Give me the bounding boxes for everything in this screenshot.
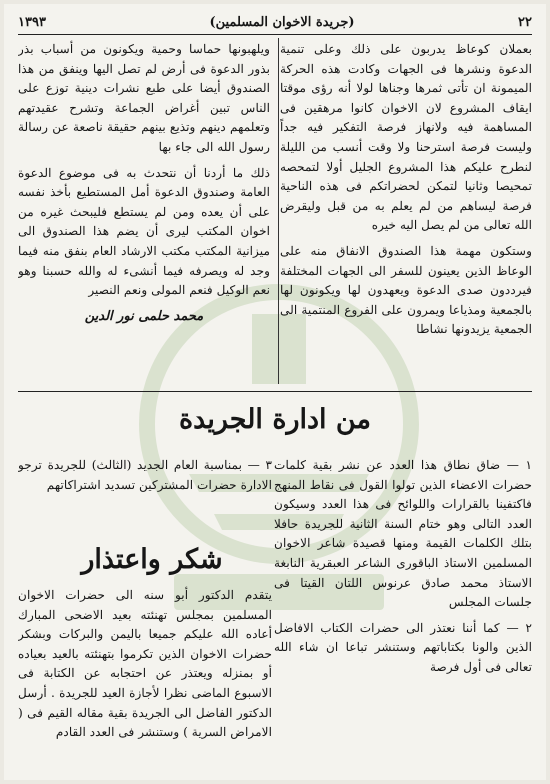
notice-paragraph: ١ — ضاق نطاق هذا العدد عن نشر بقية كلمات حضرات الاعضاء الذين تولوا القول فى نقاط المنهج فاكتفينا بالقرارات واللوائح فى هذا العدد وسيكون العدد التالى وهو ختام السنة الثانية للجريدة حافلا بتلك الكلمات القيمة ومنها قصيدة شاعر الاخوان المسلمين الاستاذ الباقورى الشاعر العبقرية النابغة الاستاذ محمد صادق عرنوس اللتان القيتا فى جلسات المجلس <box>274 458 532 610</box>
issue-year: ١٣٩٣ <box>18 14 46 30</box>
page-number: ٢٢ <box>518 14 532 30</box>
thanks-title: شكر واعتذار <box>81 544 223 575</box>
article-paragraph: وستكون مهمة هذا الصندوق الانفاق منه على الوعاظ الذين يعينون للسفر الى الجهات المختلفة فيرددون صدى الدعوة ويعهدون لها ويكونون لها بالجمعية ومذياعا ويمرون على الفروع المنتمية الى الجمعية يزيدونها نشاطا <box>280 243 532 337</box>
thanks-column <box>18 586 272 778</box>
notice-paragraph: ٢ — كما أننا نعتذر الى حضرات الكتاب الافاضل الذين والونا بكتاباتهم وستنشر تباعا ان شاء الله تعالى فى أول فرصة <box>274 620 532 674</box>
article-right-column <box>280 40 532 385</box>
notice-paragraph: ٣ — بمناسبة العام الجديد (الثالث) للجريدة ترجو الادارة حضرات المشتركين تسديد اشتراكاتهم <box>18 458 272 492</box>
thanks-paragraph: يتقدم الدكتور أبو سنه الى حضرات الاخوان المسلمين بمجلس تهنئته بعيد الاضحى المبارك أعاده الله عليكم جميعا باليمن والبركات وبشكر حضرات الاخوان الذين تكرموا بتهنئته بالعيد بعياده أو بمنزله ويعتذر عن احتجابه عن الكتابة فى الاسبوع الماضى نظرا لأجازة العيد للجريدة . أرسل الدكتور الفاضل الى الجريدة بقية مقاله القيم فى ( الامراض السرية ) وستنشر فى العدد القادم <box>18 588 272 740</box>
column-divider <box>278 38 279 384</box>
notices-left-column <box>18 456 272 546</box>
article-paragraph: ذلك ما أردنا أن نتحدث به فى موضوع الدعوة العامة وصندوق الدعوة أمل المستطيع بأخذ نفسه على أن يعده ومن لم يستطع فليبحث غيره من اخوان المكتب ليرى أن يضم هذا الصندوق الى ميزانية المكتب مكتب الارشاد العام بنفق منه فيما وجد له ويصرفه فيما أنشىء له والله حسبنا وهو نعم الوكيل فنعم المولى ونعم النصير <box>18 165 270 298</box>
notices-right-column <box>274 456 532 776</box>
page-header <box>18 10 532 35</box>
article-paragraph: ويلهبونها حماسا وحمية ويكونون من أسباب بذر بذور الدعوة فى أرض لم تصل اليها وينفق من هذا الصندوق أيضا على طبع نشرات دينية توزع على الناس تبين أغراض الجماعة وتشرح عقيدتهم وتعلمهم دينهم وتذيع بينهم حقيقة ناصعة عن رسالة رسول الله الى جاء بها <box>18 42 270 154</box>
section-title: من ادارة الجريدة <box>179 404 371 435</box>
article-paragraph: بعملان كوعاظ يدربون على ذلك وعلى تنمية الدعوة ونشرها فى الجهات وكادت هذه الحركة الميمونة ان تأتى ثمرها وجناها لولا أنه رؤى موقتا ايقاف المشروع لان الاخوان كانوا مرهقين فى المساهمة فيه ولانهاز فرصة التفكير فيه جداً وليست فرصة استرحنا ولا وقت أنسب من الليلة لنطرح عليكم هذا المشروع الجليل أولا لتمحصه تمحيصا وثانيا لتمكن لحضراتكم فى هذه الناحية فرصة ليساهم من لم يعلم به من قبل وليقرض الله تعالى من لم يصل اليه خيره <box>280 42 532 233</box>
author-signature: محمد حلمى نور الدين <box>84 308 204 324</box>
section-divider <box>18 391 532 392</box>
newspaper-title: (جريدة الاخوان المسلمين) <box>209 14 355 30</box>
article-left-column <box>18 40 270 385</box>
newspaper-page <box>4 4 546 780</box>
